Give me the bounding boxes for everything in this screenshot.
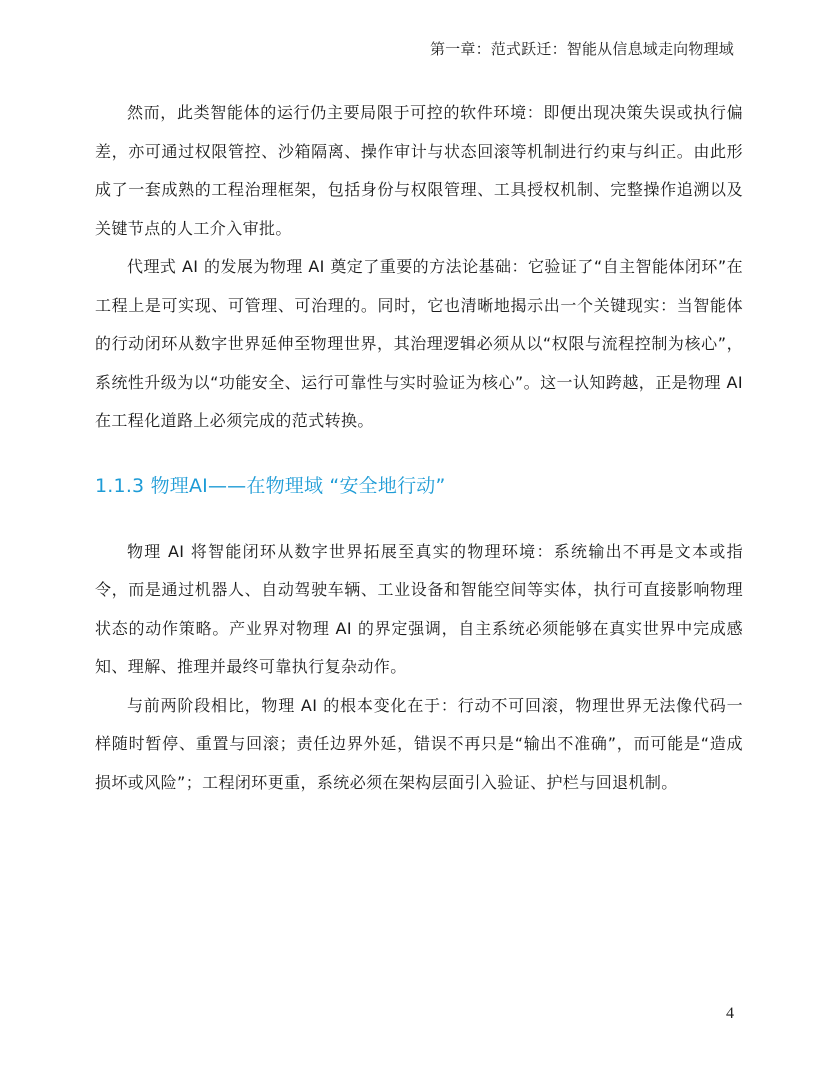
paragraph-sandbox-governance: 然而，此类智能体的运行仍主要局限于可控的软件环境：即便出现决策失误或执行偏差，亦可通过权限管控、沙箱隔离、操作审计与状态回滚等机制进行约束与纠正。由此形成了一套成熟的工程治理框架，包括身份与权限管理、工具授权机制、完整操作追溯以及关键节点的人工介入审批。 <box>95 103 743 238</box>
paragraph-physical-ai-definition: 物理 AI 将智能闭环从数字世界拓展至真实的物理环境：系统输出不再是文本或指令，而是通过机器人、自动驾驶车辆、工业设备和智能空间等实体，执行可直接影响物理状态的动作策略。产业界对物理 AI 的界定强调，自主系统必须能够在真实世界中完成感知、理解、推理并最终可靠执行复杂动作。 <box>95 541 743 676</box>
section-heading: 1.1.3 物理AI——在物理域 “安全地行动” <box>95 474 446 497</box>
running-header: 第一章：范式跃迁：智能从信息域走向物理域 <box>429 40 734 58</box>
page-body <box>95 94 743 802</box>
page-number: 4 <box>726 1005 734 1022</box>
paragraph-agentic-ai-foundation: 代理式 AI 的发展为物理 AI 奠定了重要的方法论基础：它验证了“自主智能体闭环”在工程上是可实现、可管理、可治理的。同时，它也清晰地揭示出一个关键现实：当智能体的行动闭环从数字世界延伸至物理世界，其治理逻辑必须从以“权限与流程控制为核心”，系统性升级为以“功能安全、运行可靠性与实时验证为核心”。这一认知跨越，正是物理 AI 在工程化道路上必须完成的范式转换。 <box>95 257 743 430</box>
paragraph-physical-ai-differences: 与前两阶段相比，物理 AI 的根本变化在于：行动不可回滚，物理世界无法像代码一样随时暂停、重置与回滚；责任边界外延，错误不再只是“输出不准确”，而可能是“造成损坏或风险”；工程闭环更重，系统必须在架构层面引入验证、护栏与回退机制。 <box>95 695 743 792</box>
